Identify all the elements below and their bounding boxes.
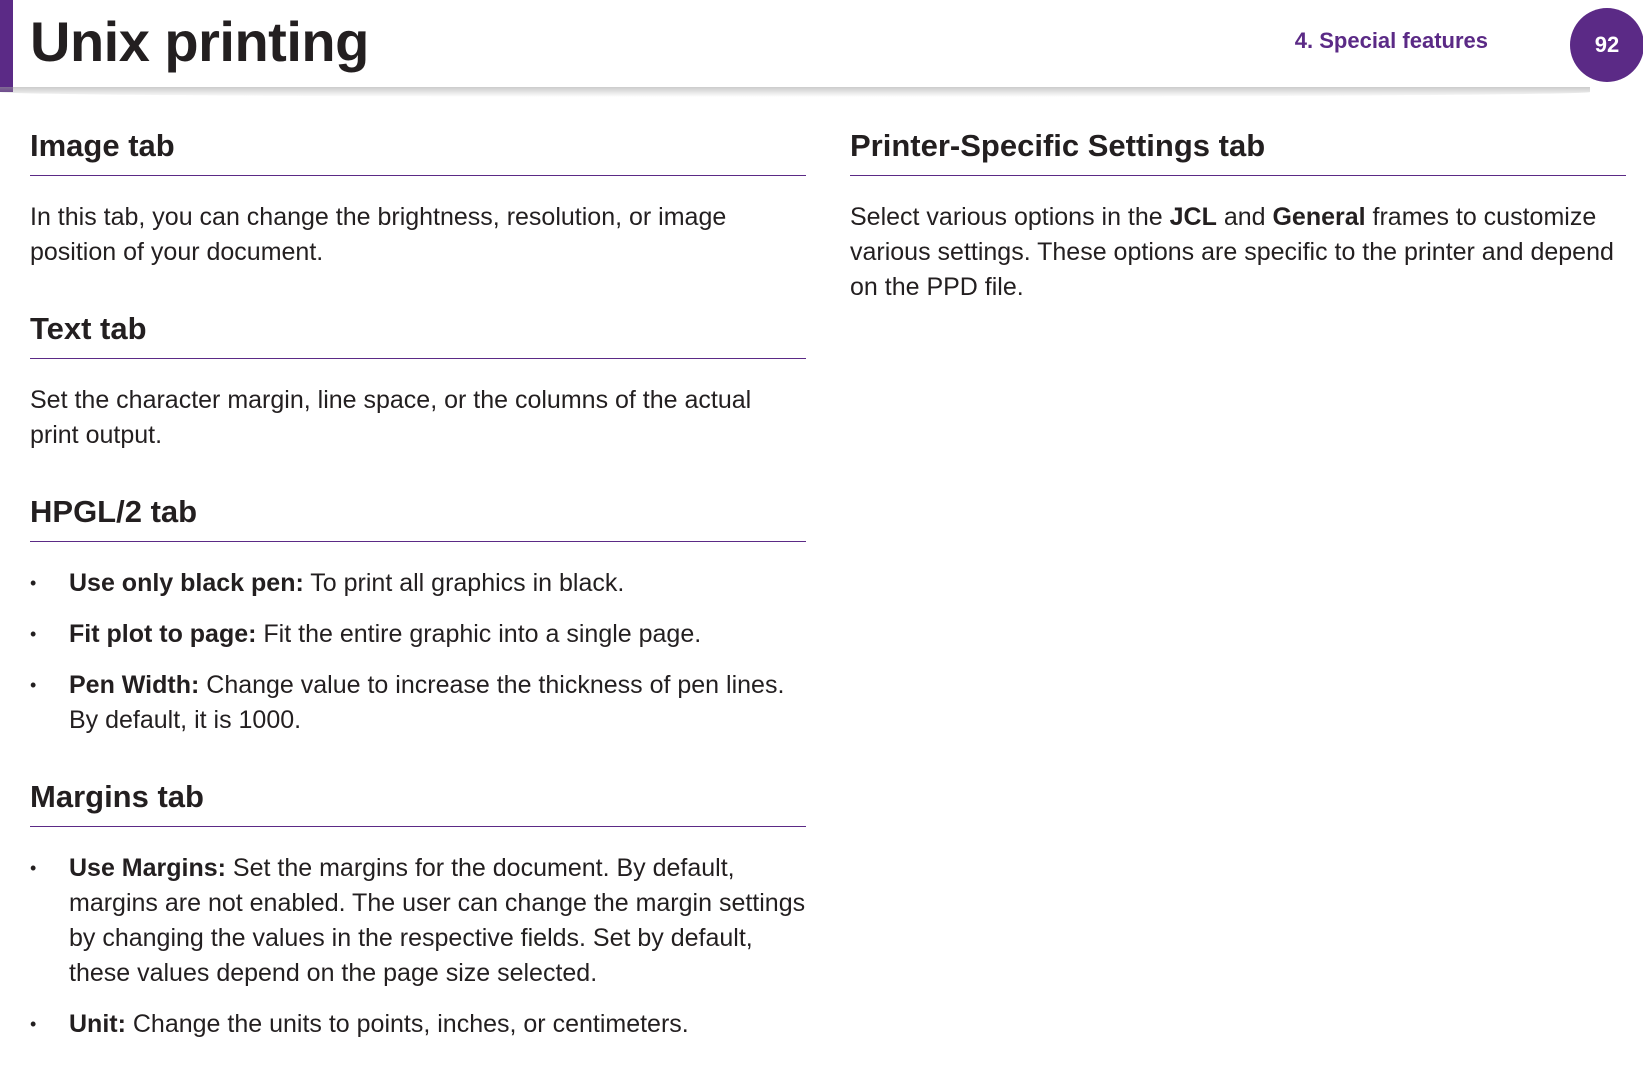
section-heading: Image tab	[30, 125, 806, 176]
jcl-term: JCL	[1169, 203, 1217, 231]
item-term: Unit:	[69, 1010, 126, 1038]
section-heading: Printer-Specific Settings tab	[850, 125, 1626, 176]
body-text: frames to customize various settings. These options are specific to the printer and depend on the PPD file.	[850, 203, 1614, 301]
list-item	[30, 566, 806, 601]
section-body: In this tab, you can change the brightness, resolution, or image position of your document.	[30, 203, 727, 266]
item-text: To print all graphics in black.	[303, 569, 625, 597]
bullet-icon: •	[30, 858, 37, 878]
margins-tab-section	[30, 776, 806, 1042]
bullet-icon: •	[30, 675, 37, 695]
bullet-icon: •	[30, 573, 37, 593]
item-term: Use only black pen:	[69, 569, 304, 597]
item-text: Set the margins for the document. By default, margins are not enabled. The user can change the margin settings by changing the values in the respective fields. Set by default, these values depend on the page size selected.	[69, 854, 806, 987]
item-text: Change the units to points, inches, or centimeters.	[125, 1010, 689, 1038]
section-heading: HPGL/2 tab	[30, 491, 806, 542]
list-item	[30, 668, 806, 738]
image-tab-section	[30, 125, 806, 270]
item-text: Change value to increase the thickness of pen lines. By default, it is 1000.	[69, 671, 785, 734]
printer-specific-settings-section	[850, 125, 1626, 305]
item-term: Fit plot to page:	[69, 620, 257, 648]
bullet-icon: •	[30, 1014, 37, 1034]
hpgl-tab-section	[30, 491, 806, 738]
header-divider	[0, 87, 1590, 97]
list-item	[30, 851, 806, 991]
item-term: Pen Width:	[69, 671, 200, 699]
left-column	[30, 125, 806, 1080]
section-heading: Text tab	[30, 308, 806, 359]
chapter-label: 4. Special features	[1294, 28, 1488, 53]
list-item	[30, 1007, 806, 1042]
list-item	[30, 617, 806, 652]
general-term: General	[1272, 203, 1366, 231]
body-text: Select various options in the	[850, 203, 1170, 231]
header-accent-bar	[0, 0, 13, 92]
bullet-icon: •	[30, 624, 37, 644]
bullet-list	[30, 566, 806, 738]
right-column	[850, 125, 1626, 343]
body-text: and	[1216, 203, 1273, 231]
page-number-badge: 92	[1570, 8, 1643, 82]
item-term: Use Margins:	[69, 854, 226, 882]
page-title: Unix printing	[30, 10, 369, 73]
item-text: Fit the entire graphic into a single page.	[256, 620, 702, 648]
text-tab-section	[30, 308, 806, 453]
section-body	[850, 200, 1626, 305]
bullet-list	[30, 851, 806, 1042]
section-heading: Margins tab	[30, 776, 806, 827]
section-body: Set the character margin, line space, or the columns of the actual print output.	[30, 386, 752, 449]
